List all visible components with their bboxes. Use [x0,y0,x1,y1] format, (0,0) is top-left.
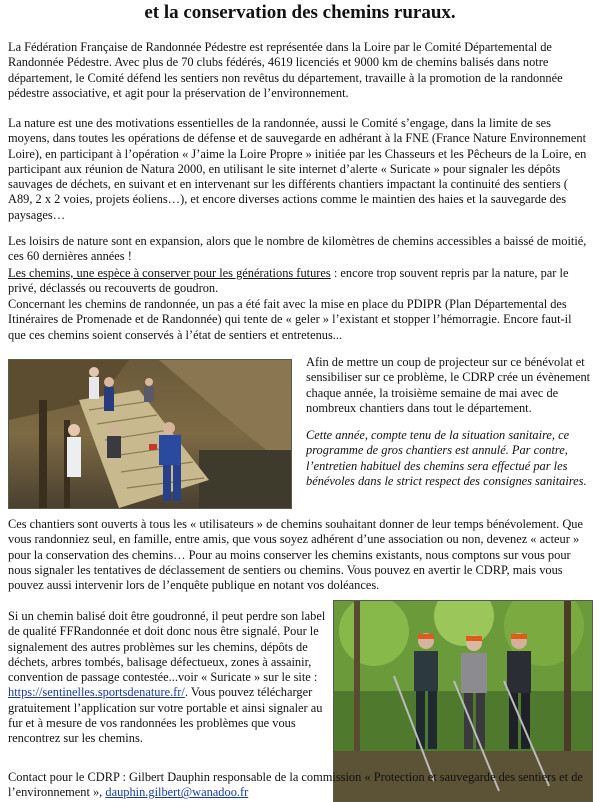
page-title: et la conservation des chemins ruraux. [144,2,456,23]
suricate-text-after: . Vous pouvez télécharger gratuitement l’application sur votre portable et ainsi signaler au fur et à mesure de vos randonnées les problèmes que vous rencontrez sur les chemins. [8,685,323,746]
volunteers-paragraph: Ces chantiers sont ouverts à tous les « utilisateurs » de chemins souhaitant donner de leur temps bénévolement. Que vous randonniez seul, en famille, entre amis, que vous soyez adhérent d’une association ou non, devenez « acteur » pour la conservation des chemins… Pour au moins conserver les chemins existants, nous comptons sur vous pour nous signaler les tentatives de déclassement de sentiers ou chemins. Vous pouvez en avertir le CDRP, mais vous pouvez aussi intervenir lors de l’enquête publique en notant vos doléances. [8,517,583,593]
contact-text: Contact pour le CDRP : Gilbert Dauphin responsable de la commission « Protection et sauvegarde des sentiers et de l’environnement », [8,770,583,800]
contact-paragraph [8,770,592,801]
intro-paragraph: La Fédération Française de Randonnée Pédestre est représentée dans la Loire par le Comité Départemental de Randonnée Pédestre. Avec plus de 70 clubs fédérés, 4619 licenciés et 9000 km de chemins balisés dans notre département, le Comité défend les sentiers non revêtus du département, travaille à la promotion de la randonnée pédestre associative, et agit pour la préservation de l’environnement. [8,40,563,100]
footbridge-volunteers-photo [8,359,292,509]
expansion-paragraph: Les loisirs de nature sont en expansion, alors que le nombre de kilomètres de chemins accessibles a baissé de moitié, ces 60 dernières années ! [8,234,587,264]
nature-paragraph: La nature est une des motivations essentielles de la randonnée, aussi le Comité s’engage, dans la limite de ses moyens, dans toutes les opérations de défense et de sauvegarde en adhérant à la FNE (France Nature Environnement Loire), en participant à l’opération « J’aime la Loire Propre » initiée par les Chasseurs et les Pêcheurs de la Loire, en participant aux réunion de Natura 2000, en utilisant le site internet d’alerte « Suricate » pour signaler les dépôts sauvages de déchets, en suivant et en intervenant sur les différents chantiers impactant la continuité des sentiers ( A89, 2 x 2 voies, projets éoliens…), et encore diverses actions comme le maintien des haies et la sauvegarde des paysages… [8,116,587,222]
suricate-text-before: Si un chemin balisé doit être goudronné, il peut perdre son label de qualité FFRandonnée et doit donc nous être signalé. Pour le signalement des autres problèmes sur les chemins, dépôts de déchets, arbres tombés, balisage défectueux, zones à assainir, convention de passage contestée...voir « Suricate » sur le site : [8,609,326,685]
event-paragraph: Afin de mettre un coup de projecteur sur ce bénévolat et sensibiliser sur ce problème, le CDRP crée un évènement chaque année, la troisième semaine de mai avec de nombreux chantiers dans tout le département. [306,355,591,415]
species-paragraph [8,266,592,297]
contact-email-link[interactable]: dauphin.gilbert@wanadoo.fr [105,785,249,800]
pdipr-paragraph: Concernant les chemins de randonnée, un pas a été fait avec la mise en place du PDIPR (Plan Départemental des Itinéraires de Promenade et de Randonnée) qui tente de « geler » l’existant et stopper l’hémorragie. Encore faut-il que ces chemins soient conservés à l’état de sentiers et entretenus... [8,297,572,342]
suricate-link[interactable]: https://sentinelles.sportsdenature.fr/ [8,685,185,700]
species-text: : encore trop souvent repris par la nature, par le privé, déclassés ou recouverts de goudron. [8,266,569,296]
covid-notice-paragraph: Cette année, compte tenu de la situation sanitaire, ce programme de gros chantiers est annulé. Par contre, l’entretien habituel des chemins sera effectué par les bénévoles dans le strict respect des consignes sanitaires. [306,428,587,488]
suricate-paragraph [8,609,326,747]
species-heading: Les chemins, une espèce à conserver pour les générations futures [8,266,331,280]
